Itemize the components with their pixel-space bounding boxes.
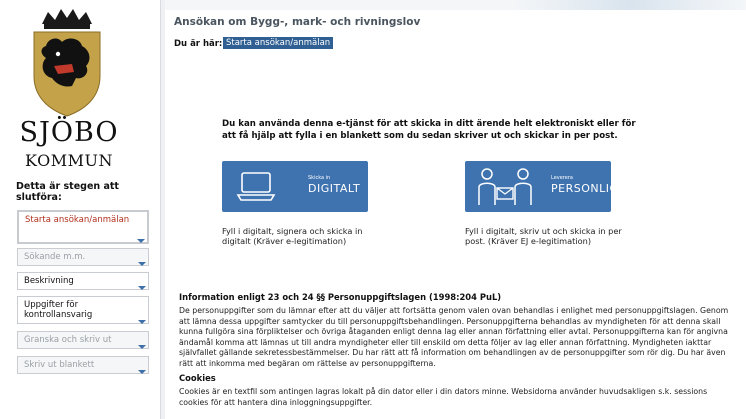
cookies-text: Cookies är en textfil som antingen lagras lokalt på din dator eller i din dators minne. Websidorna använder huvudsakligen s.k. sessions cookies för att hantera dina inloggningsuppgifter.	[179, 387, 708, 407]
personal-option-description: Fyll i digitalt, skriv ut och skicka in per post. (Kräver EJ e-legitimation)	[465, 226, 622, 246]
submit-digital-button[interactable]	[222, 161, 368, 212]
step-applicant[interactable]	[17, 248, 149, 266]
step-label: Granska och skriv ut	[24, 335, 112, 345]
cookies-heading: Cookies	[179, 373, 216, 383]
brand-name: SJÖBO	[19, 117, 119, 148]
people-exchange-icon	[475, 165, 535, 209]
step-label: Sökande m.m.	[24, 252, 86, 262]
step-label: Starta ansökan/anmälan	[25, 215, 130, 225]
step-arrow-icon	[138, 370, 146, 374]
steps-heading: Detta är stegen att slutföra:	[16, 181, 119, 203]
privacy-text: De personuppgifter som du lämnar efter att du väljer att fortsätta genom valen ovan behandlas i enlighet med personuppgiftslagen. Genom att lämna dessa uppgifter samtycker du till personuppgiftsbehandlingen. Personuppgifterna behandlas av myndigheten för att denna skall kunna fullgöra sina förpliktelser och övriga åtaganden enligt denna lag eller annan författning eller avtal. Personuppgifterna kan för angivna ändamål komma att lämnas ut till andra myndigheter eller till enskild om detta följer av lag eller annan författning. Myndigheten iakttar självfallet gällande sekretessbestämmelser. Du har rätt att få information om behandlingen av de personuppgifter som rör dig. Du har även rätt att inkomma med begäran om rättelse av personuppgifterna.	[179, 306, 729, 368]
breadcrumb-current[interactable]: Starta ansökan/anmälan	[223, 37, 333, 49]
step-label: Beskrivning	[24, 276, 74, 286]
laptop-icon	[236, 170, 276, 203]
digital-option-description: Fyll i digitalt, signera och skicka in digitalt (Kräver e-legitimation)	[222, 226, 363, 246]
step-arrow-icon	[137, 239, 145, 243]
tile-caption: Skicka in	[308, 175, 331, 181]
step-arrow-icon	[138, 262, 146, 266]
top-banner-stripe	[164, 0, 746, 10]
step-label: Skriv ut blankett	[24, 360, 95, 370]
step-control-manager[interactable]	[17, 296, 149, 324]
submit-personal-button[interactable]	[465, 161, 626, 212]
page-title: Ansökan om Bygg-, mark- och rivningslov	[174, 16, 421, 28]
step-arrow-icon	[138, 286, 146, 290]
step-arrow-icon	[138, 345, 146, 349]
coat-of-arms-logo[interactable]	[28, 6, 106, 118]
step-print-form[interactable]	[17, 356, 149, 374]
step-start[interactable]	[17, 210, 149, 244]
intro-text: Du kan använda denna e-tjänst för att skicka in ditt ärende helt elektroniskt eller för att få hjälp att fylla i en blankett som du sedan skriver ut och skickar in per post.	[222, 119, 636, 141]
crown-icon	[42, 9, 92, 29]
tile-caption: Leverera	[551, 175, 573, 181]
step-description[interactable]	[17, 272, 149, 290]
sidebar-divider	[160, 0, 165, 419]
tile-title: DIGITALT	[308, 182, 361, 195]
step-review-print[interactable]	[17, 331, 149, 349]
step-label: Uppgifter för kontrollansvarig	[24, 300, 93, 320]
sidebar	[0, 0, 160, 419]
tile-title: PERSONLIGT	[551, 182, 626, 195]
brand-subtitle: KOMMUN	[25, 151, 113, 170]
step-arrow-icon	[138, 320, 146, 324]
breadcrumb-label: Du är här:	[174, 39, 223, 49]
privacy-heading: Information enligt 23 och 24 §§ Personuppgiftslagen (1998:204 PuL)	[179, 292, 502, 302]
